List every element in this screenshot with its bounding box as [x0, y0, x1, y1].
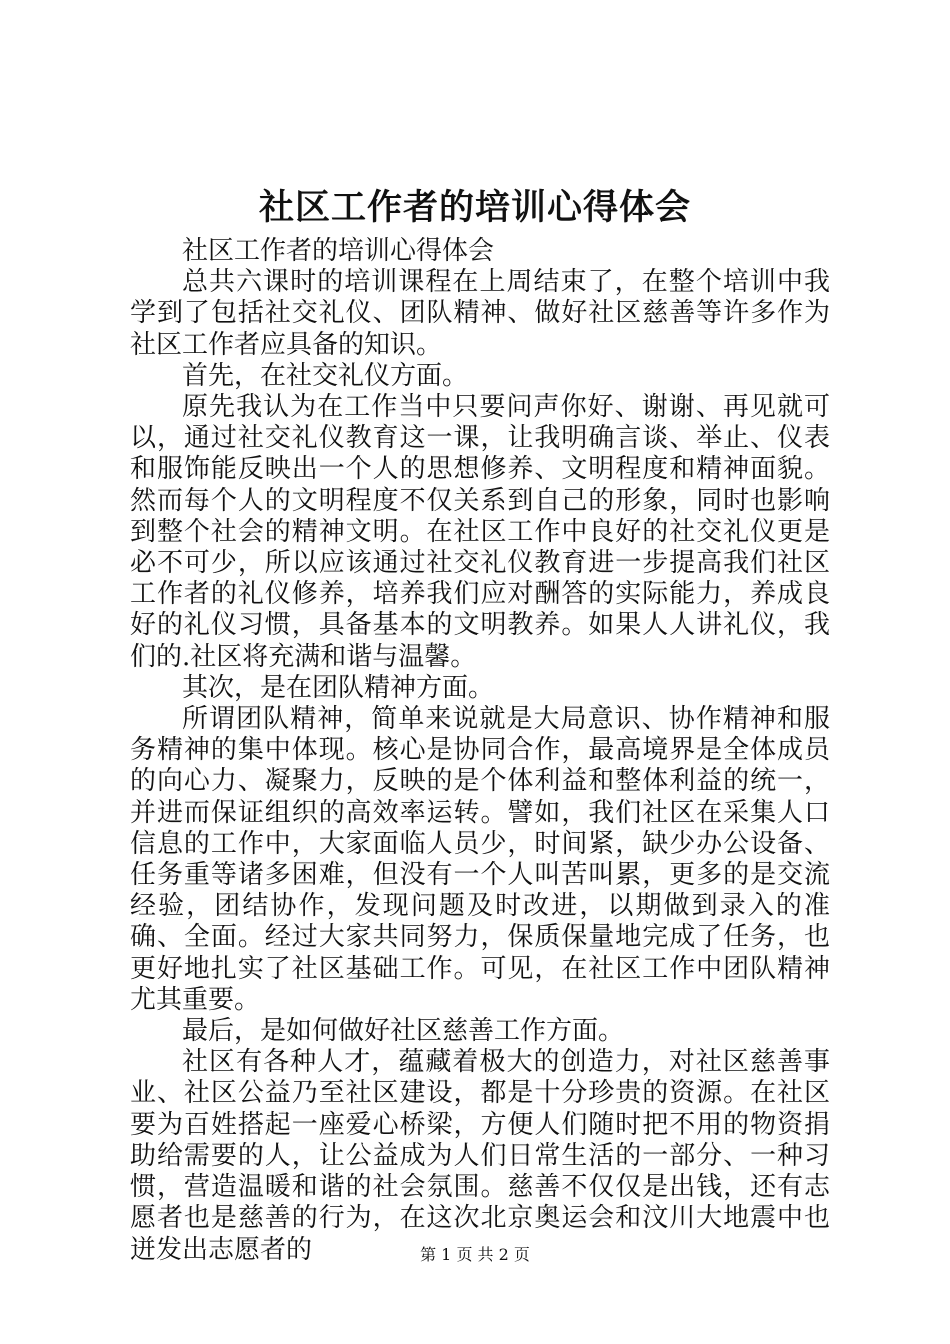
- paragraph-heading-etiquette: 首先，在社交礼仪方面。: [182, 360, 469, 391]
- paragraph-teamwork: 所谓团队精神，简单来说就是大局意识、协作精神和服务精神的集中体现。核心是协同合作，最高境界是全体成员的向心力、凝聚力，反映的是个体利益和整体利益的统一，并进而保证组织的高效率运转。譬如，我们社区在采集人口信息的工作中，大家面临人员少，时间紧，缺少办公设备、任务重等诸多困难，但没有一个人叫苦叫累，更多的是交流经验，团结协作，发现问题及时改进，以期做到录入的准确、全面。经过大家共同努力，保质保量地完成了任务，也更好地扎实了社区基础工作。可见，在社区工作中团队精神尤其重要。: [130, 704, 830, 1015]
- paragraph-subtitle: 社区工作者的培训心得体会: [182, 236, 495, 266]
- paragraph-heading-charity: 最后，是如何做好社区慈善工作方面。: [182, 1016, 625, 1047]
- paragraph-intro: 总共六课时的培训课程在上周结束了，在整个培训中我学到了包括社交礼仪、团队精神、做好社区慈善等许多作为社区工作者应具备的知识。: [130, 267, 830, 360]
- page-footer: 第 1 页 共 2 页: [420, 1245, 530, 1264]
- paragraph-heading-teamwork: 其次，是在团队精神方面。: [182, 672, 495, 703]
- document-body: [130, 236, 830, 1266]
- document-title: 社区工作者的培训心得体会: [258, 187, 691, 228]
- paragraph-charity: 社区有各种人才，蕴藏着极大的创造力，对社区慈善事业、社区公益乃至社区建设，都是十分珍贵的资源。在社区要为百姓搭起一座爱心桥梁，方便人们随时把不用的物资捐助给需要的人，让公益成为人们日常生活的一部分、一种习惯，营造温暖和谐的社会氛围。慈善不仅仅是出钱，还有志愿者也是慈善的行为，在这次北京奥运会和汶川大地震中也迸发出志愿者的: [130, 1047, 830, 1265]
- paragraph-etiquette: 原先我认为在工作当中只要问声你好、谢谢、再见就可以，通过社交礼仪教育这一课，让我明确言谈、举止、仪表和服饰能反映出一个人的思想修养、文明程度和精神面貌。然而每个人的文明程度不仅关系到自己的形象，同时也影响到整个社会的精神文明。在社区工作中良好的社交礼仪更是必不可少，所以应该通过社交礼仪教育进一步提高我们社区工作者的礼仪修养，培养我们应对酬答的实际能力，养成良好的礼仪习惯，具备基本的文明教养。如果人人讲礼仪，我们的.社区将充满和谐与温馨。: [130, 392, 830, 672]
